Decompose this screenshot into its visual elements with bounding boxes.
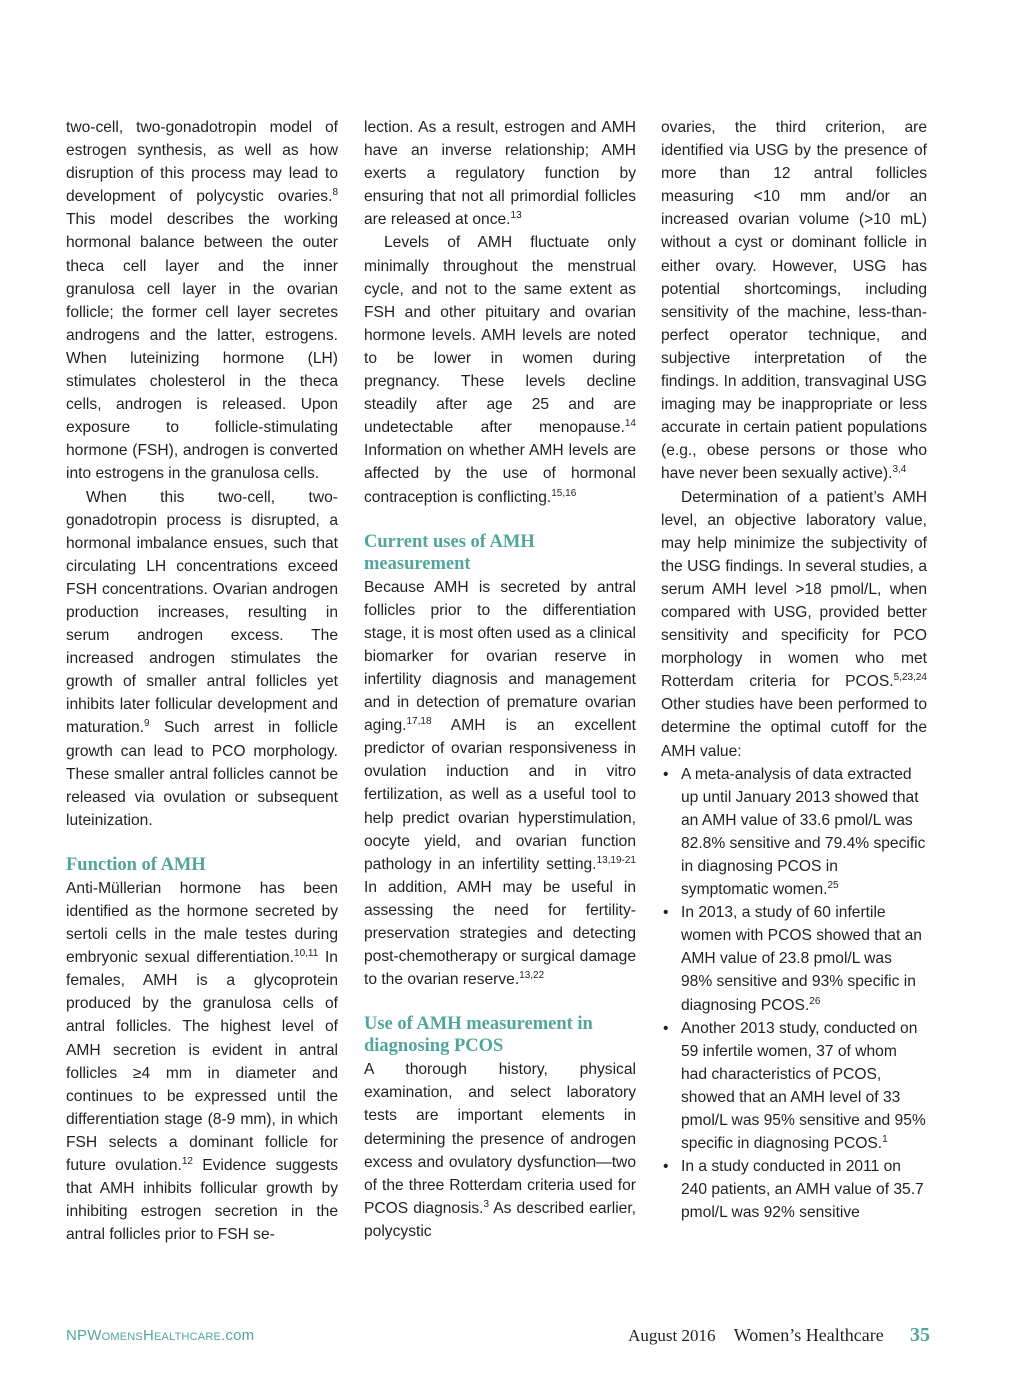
- citation: 26: [809, 995, 821, 1007]
- section-heading: Use of AMH measurement in diagnosing PCOS: [364, 1014, 593, 1057]
- issue-date: August 2016: [628, 1326, 716, 1345]
- citation: 13,22: [519, 970, 545, 982]
- page-number: 35: [910, 1324, 930, 1346]
- paragraph: ovaries, the third criterion, are identified via USG by the presence of more than 12 antral follicles measuring <10 mm and/or an increased ovarian volume (>10 mL) without a cyst or dominant follicle in either ovary. However, USG has potential shortcomings, including sensitivity of the machine, less-than-perfect operator technique, and subjective interpretation of the findings. In addition, transvaginal USG imaging may be inappropriate or less accurate in certain patient populations (e.g., obese persons or those who have never been sexually active).$^{3,4}$: [661, 119, 927, 483]
- column-2: [364, 116, 636, 1243]
- paragraph: When this two-cell, two-gonadotropin process is disrupted, a hormonal imbalance ensues, such that circulating LH concentrations exceed FSH concentrations. Ovarian androgen production increases, resulting in serum androgen excess. The increased androgen stimulates the growth of smaller antral follicles yet inhibits later follicular development and maturation.$^9$ Such arrest in follicle growth can lead to PCO morphology. These smaller antral follicles cannot be released via ovulation or subsequent luteinization.: [66, 488, 338, 829]
- paragraph: A thorough history, physical examination, and select laboratory tests are important elements in determining the presence of androgen excess and ovulatory dysfunction—two of the three Rotterdam criteria used for PCOS diagnosis.$^3$ As described earlier, polycystic: [364, 1061, 636, 1240]
- citation: 5,23,24: [893, 672, 927, 684]
- paragraph: Determination of a patient’s AMH level, an objective laboratory value, may help minimize the subjectivity of the USG findings. In several studies, a serum AMH level >18 pmol/L, when compared with USG, provided better sensitivity and specificity for PCO morphology in women who met Rotterdam criteria for PCOS.$^{5,23,24}$ Other studies have been performed to determine the optimal cutoff for the AMH value:: [661, 488, 927, 760]
- citation: 3: [483, 1198, 490, 1210]
- paragraph: two-cell, two-gonadotropin model of estrogen synthesis, as well as how disruption of this process may lead to development of polycystic ovaries.$^8$ This model describes the working hormonal balance between the outer theca cell layer and the inner granulosa cell layer in the ovarian follicle; the former cell layer secretes androgens and the latter, estrogens. When luteinizing hormone (LH) stimulates cholesterol in the theca cells, androgen is released. Upon exposure to follicle-stimulating hormone (FSH), androgen is converted into estrogens in the granulosa cells.: [66, 119, 338, 483]
- citation: 12: [181, 1156, 193, 1168]
- column-1: [66, 116, 338, 1246]
- citation: 10,11: [294, 948, 319, 960]
- list-item: • Another 2013 study, conducted on 59 infertile women, 37 of whom had characteristics of PCOS, showed that an AMH level of 33 pmol/L was 95% sensitive and 95% specific in diagnosing PCOS.$^1$: [661, 1017, 927, 1156]
- website-link[interactable]: NPWOMENSHEALTHCARE.com: [66, 1327, 255, 1344]
- page-footer: [66, 1324, 930, 1350]
- citation: 17,18: [406, 716, 432, 728]
- list-item: • In a study conducted in 2011 on 240 patients, an AMH value of 35.7 pmol/L was 92% sensitive: [661, 1155, 927, 1224]
- citation: 13,19-21: [596, 854, 636, 866]
- citation: 25: [827, 880, 839, 892]
- magazine-title: Women’s Healthcare: [733, 1325, 884, 1345]
- citation: 14: [624, 418, 636, 430]
- paragraph: Anti-Müllerian hormone has been identified as the hormone secreted by sertoli cells in the male testes during embryonic sexual differentiation.$^{10,11}$ In females, AMH is a glycoprotein produced by the granulosa cells of antral follicles. The highest level of AMH secretion is evident in antral follicles ≥4 mm in diameter and continues to be expressed until the differentiation stage (8-9 mm), in which FSH selects a dominant follicle for future ovulation.$^{12}$ Evidence suggests that AMH inhibits follicular growth by inhibiting estrogen secretion in the antral follicles prior to FSH se-: [66, 879, 338, 1244]
- citation: 8: [332, 187, 338, 199]
- paragraph: lection. As a result, estrogen and AMH have an inverse relationship; AMH exerts a regulatory function by ensuring that not all primordial follicles are released at once.$^{13}$: [364, 119, 636, 229]
- column-3: [661, 116, 927, 1225]
- bullet-list: [661, 763, 927, 1225]
- citation: 1: [882, 1134, 888, 1146]
- citation: 3,4: [892, 464, 907, 476]
- paragraph: Because AMH is secreted by antral follicles prior to the differentiation stage, it is most often used as a clinical biomarker for ovarian reserve in infertility diagnosis and management and in detection of premature ovarian aging.$^{17,18}$ AMH is an excellent predictor of ovarian responsiveness in ovulation induction and in vitro fertilization, as well as a useful tool to help predict ovarian hyperstimulation, oocyte yield, and ovarian function pathology in an infertility setting.$^{13,19-21}$ In addition, AMH may be useful in assessing the need for fertility-preservation strategies and detecting post-chemotherapy or surgical damage to the ovarian reserve.$^{13,22}$: [364, 578, 636, 989]
- section-heading: Function of AMH: [66, 854, 206, 875]
- citation: 15,16: [551, 487, 577, 499]
- paragraph: Levels of AMH fluctuate only minimally throughout the menstrual cycle, and not to the same extent as FSH and other pituitary and ovarian hormone levels. AMH levels are noted to be lower in women during pregnancy. These levels decline steadily after age 25 and are undetectable after menopause.$^{14}$ Information on whether AMH levels are affected by the use of hormonal contraception is conflicting.$^{15,16}$: [364, 234, 636, 506]
- list-item: • A meta-analysis of data extracted up until January 2013 showed that an AMH value of 33.6 pmol/L was 82.8% sensitive and 79.4% specific in diagnosing PCOS in symptomatic women.$^{25}$: [661, 763, 927, 902]
- citation: 13: [510, 210, 522, 222]
- citation: 9: [144, 718, 150, 730]
- section-heading: Current uses of AMH measurement: [364, 531, 535, 574]
- footer-right: [628, 1324, 930, 1347]
- list-item: • In 2013, a study of 60 infertile women with PCOS showed that an AMH value of 23.8 pmol/L was 98% sensitive and 93% specific in diagnosing PCOS.$^{26}$: [661, 901, 927, 1016]
